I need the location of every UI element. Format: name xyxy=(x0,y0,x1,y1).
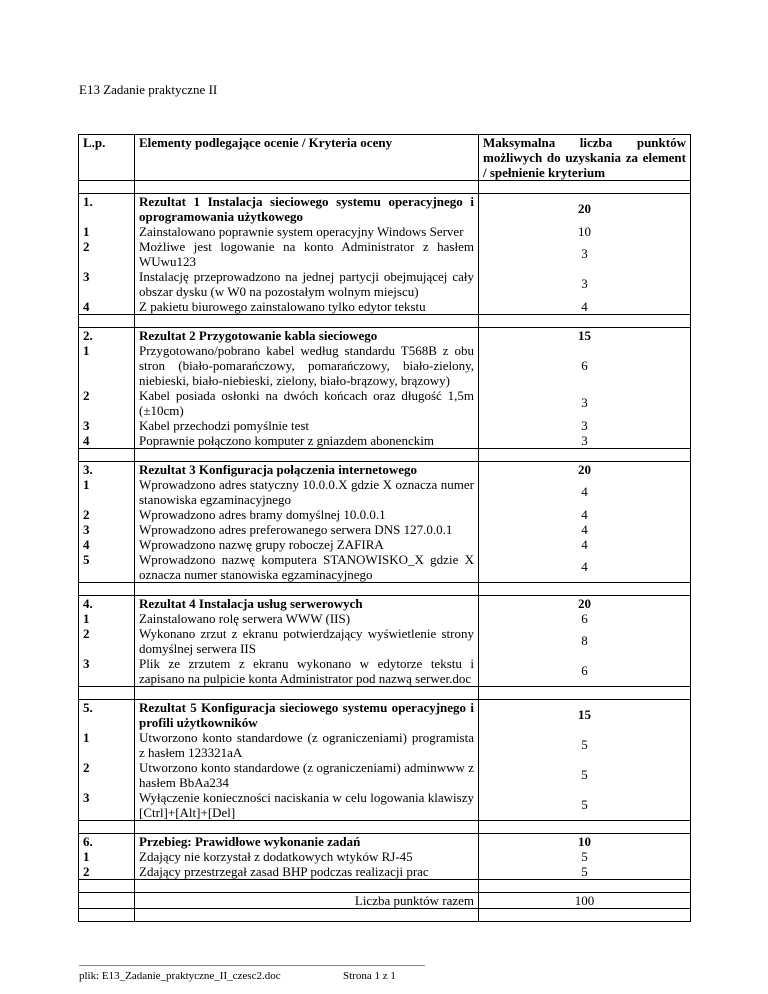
section-row xyxy=(79,194,691,315)
spacer-row xyxy=(79,909,691,922)
criterion-text: Utworzono konto standardowe (z ograniczeniami) adminwww z hasłem BbAa234 xyxy=(139,760,474,790)
section-row xyxy=(79,328,691,449)
section-points: 20 xyxy=(578,596,591,611)
criterion-points: 5 xyxy=(581,849,588,864)
item-number: 5 xyxy=(83,552,90,567)
section-title: Rezultat 3 Konfiguracja połączenia internetowego xyxy=(139,462,418,477)
total-label: Liczba punktów razem xyxy=(135,893,479,909)
section-row xyxy=(79,700,691,821)
criterion-points: 5 xyxy=(581,767,588,782)
criterion-points: 3 xyxy=(581,418,588,433)
item-number: 2 xyxy=(83,626,90,641)
footer-divider xyxy=(79,965,425,966)
item-number: 1 xyxy=(83,849,90,864)
criterion-points: 3 xyxy=(581,276,588,291)
section-number: 4. xyxy=(83,596,93,611)
section-row xyxy=(79,834,691,880)
item-number: 1 xyxy=(83,343,90,358)
header-lp: L.p. xyxy=(79,135,135,181)
criterion-text: Wprowadzono adres bramy domyślnej 10.0.0.1 xyxy=(139,507,386,522)
spacer-row xyxy=(79,821,691,834)
section-number: 3. xyxy=(83,462,93,477)
criterion-points: 5 xyxy=(581,737,588,752)
section-title: Rezultat 5 Konfiguracja sieciowego systemu operacyjnego i profili użytkowników xyxy=(139,700,474,730)
criterion-points: 6 xyxy=(581,663,588,678)
section-points: 20 xyxy=(578,462,591,477)
criterion-text: Możliwe jest logowanie na konto Administrator z hasłem WUwu123 xyxy=(139,239,474,269)
item-number: 3 xyxy=(83,790,90,805)
criterion-text: Wprowadzono adres statyczny 10.0.0.X gdzie X oznacza numer stanowiska egzaminacyjnego xyxy=(139,477,474,507)
criterion-points: 4 xyxy=(581,299,588,314)
total-row xyxy=(79,893,691,909)
criterion-text: Plik ze zrzutem z ekranu wykonano w edytorze tekstu i zapisano na pulpicie konta Administrator pod nazwą serwer.doc xyxy=(139,656,474,686)
criterion-text: Kabel posiada osłonki na dwóch końcach oraz długość 1,5m (±10cm) xyxy=(139,388,474,418)
section-number: 6. xyxy=(83,834,93,849)
table-header-row xyxy=(79,135,691,181)
item-number: 3 xyxy=(83,522,90,537)
section-number: 2. xyxy=(83,328,93,343)
item-number: 2 xyxy=(83,507,90,522)
criterion-points: 5 xyxy=(581,864,588,879)
item-number: 2 xyxy=(83,760,90,775)
spacer-row xyxy=(79,583,691,596)
section-number: 5. xyxy=(83,700,93,715)
spacer-row xyxy=(79,880,691,893)
criterion-points: 4 xyxy=(581,484,588,499)
item-number: 2 xyxy=(83,388,90,403)
section-title: Rezultat 2 Przygotowanie kabla sieciowego xyxy=(139,328,378,343)
section-number: 1. xyxy=(83,194,93,209)
item-number: 2 xyxy=(83,239,90,254)
criterion-points: 4 xyxy=(581,559,588,574)
item-number: 2 xyxy=(83,864,90,879)
total-points: 100 xyxy=(479,893,691,909)
criterion-text: Poprawnie połączono komputer z gniazdem abonenckim xyxy=(139,433,434,448)
section-title: Rezultat 4 Instalacja usług serwerowych xyxy=(139,596,363,611)
criterion-text: Utworzono konto standardowe (z ograniczeniami) programista z hasłem 123321aA xyxy=(139,730,474,760)
spacer-row xyxy=(79,687,691,700)
section-points: 15 xyxy=(578,328,591,343)
section-row xyxy=(79,596,691,687)
item-number: 3 xyxy=(83,269,90,284)
item-number: 1 xyxy=(83,477,90,492)
page-title: E13 Zadanie praktyczne II xyxy=(79,82,218,97)
criterion-text: Zainstalowano rolę serwera WWW (IIS) xyxy=(139,611,351,626)
criterion-points: 10 xyxy=(578,224,591,239)
spacer-row xyxy=(79,449,691,462)
section-title: Przebieg: Prawidłowe wykonanie zadań xyxy=(139,834,361,849)
criterion-points: 3 xyxy=(581,246,588,261)
criterion-text: Przygotowano/pobrano kabel według standardu T568B z obu stron (biało-pomarańczowy, pomarańczowy, biało-zielony, niebieski, biało-niebieski, zielony, biało-brązowy, brązowy) xyxy=(139,343,474,388)
spacer-row xyxy=(79,181,691,194)
section-points: 10 xyxy=(578,834,591,849)
section-title: Rezultat 1 Instalacja sieciowego systemu operacyjnego i oprogramowania użytkowego xyxy=(139,194,474,224)
footer-file-name: plik: E13_Zadanie_praktyczne_II_czesc2.doc xyxy=(79,970,281,982)
footer-page-number: Strona 1 z 1 xyxy=(343,970,396,982)
item-number: 1 xyxy=(83,224,90,239)
assessment-table xyxy=(78,134,691,922)
header-elements: Elementy podlegające ocenie / Kryteria oceny xyxy=(135,135,479,181)
item-number: 1 xyxy=(83,611,90,626)
criterion-text: Wprowadzono adres preferowanego serwera DNS 127.0.0.1 xyxy=(139,522,453,537)
criterion-text: Wprowadzono nazwę grupy roboczej ZAFIRA xyxy=(139,537,384,552)
header-max-points: Maksymalna liczba punktów możliwych do uzyskania za element / spełnienie kryterium xyxy=(479,135,691,181)
item-number: 1 xyxy=(83,730,90,745)
criterion-points: 5 xyxy=(581,797,588,812)
criterion-points: 3 xyxy=(581,395,588,410)
section-points: 20 xyxy=(578,201,591,216)
item-number: 4 xyxy=(83,537,90,552)
criterion-text: Wyłączenie konieczności naciskania w celu logowania klawiszy [Ctrl]+[Alt]+[Del] xyxy=(139,790,474,820)
item-number: 3 xyxy=(83,418,90,433)
criterion-points: 8 xyxy=(581,633,588,648)
item-number: 4 xyxy=(83,433,90,448)
criterion-text: Zdający przestrzegał zasad BHP podczas realizacji prac xyxy=(139,864,429,879)
criterion-text: Wykonano zrzut z ekranu potwierdzający wyświetlenie strony domyślnej serwera IIS xyxy=(139,626,474,656)
criterion-points: 6 xyxy=(581,358,588,373)
criterion-points: 4 xyxy=(581,537,588,552)
criterion-points: 6 xyxy=(581,611,588,626)
criterion-points: 4 xyxy=(581,507,588,522)
criterion-text: Z pakietu biurowego zainstalowano tylko edytor tekstu xyxy=(139,299,426,314)
criterion-text: Wprowadzono nazwę komputera STANOWISKO_X gdzie X oznacza numer stanowiska egzaminacyjnego xyxy=(139,552,474,582)
criterion-points: 3 xyxy=(581,433,588,448)
section-points: 15 xyxy=(578,707,591,722)
criterion-text: Zdający nie korzystał z dodatkowych wtyków RJ-45 xyxy=(139,849,413,864)
criterion-text: Zainstalowano poprawnie system operacyjny Windows Server xyxy=(139,224,464,239)
criterion-text: Instalację przeprowadzono na jednej partycji obejmującej cały obszar dysku (w W0 na pozostałym wolnym miejscu) xyxy=(139,269,474,299)
criterion-text: Kabel przechodzi pomyślnie test xyxy=(139,418,310,433)
spacer-row xyxy=(79,315,691,328)
section-row xyxy=(79,462,691,583)
criterion-points: 4 xyxy=(581,522,588,537)
item-number: 3 xyxy=(83,656,90,671)
item-number: 4 xyxy=(83,299,90,314)
